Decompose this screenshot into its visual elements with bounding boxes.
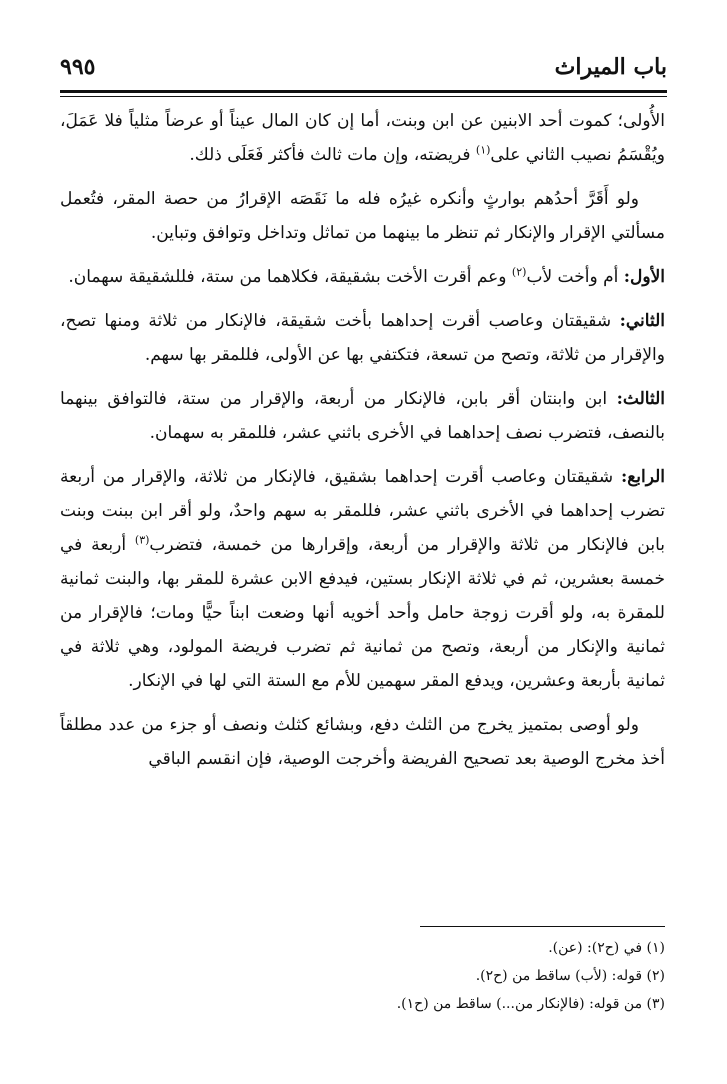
- footnote-2: (٢) قوله: (لأب) ساقط من (ح٢).: [475, 968, 665, 984]
- footnote-3: (٣) من قوله: (فالإنكار من...) ساقط من (ح١).: [396, 996, 665, 1012]
- paragraph-1-text-a: الأُولى؛ كموت أحد الابنين عن ابن وبنت، أما إن كان المال عيناً أو عرضاً مثلياً فلا عَمَلَ، ويُقْسَمُ نصيب الثاني على: [60, 111, 665, 165]
- paragraph-4-text: شقيقتان وعاصب أقرت إحداهما بأخت شقيقة، فالإنكار من ثلاثة ومنها تصح، والإقرار من ثلاثة، وتصح من تسعة، فتكتفي بها عن الأولى، فللمقر بها سهم.: [60, 311, 665, 365]
- paragraph-6-text-a: شقيقتان وعاصب أقرت إحداهما بشقيق، فالإنكار من ثلاثة، والإقرار من أربعة تضرب إحداهما في الأخرى باثني عشر، فللمقر به سهم واحدٌ، ولو أقر ابن ببنت وبنت بابن فالإنكار من ثلاثة والإقرار من أربعة، وإقرارها من خمسة، فتضرب: [60, 467, 665, 555]
- page-number: ٩٩٥: [60, 54, 96, 80]
- paragraph-1-text-b: فريضته، وإن مات ثالث فأكثر فَعَلَى ذلك.: [189, 145, 476, 165]
- paragraph-6-lead: الرابع:: [620, 467, 665, 487]
- paragraph-4: [60, 304, 665, 372]
- paragraph-1: [60, 104, 665, 172]
- header-rule-thick: [60, 90, 667, 93]
- paragraph-3-text-a: أم وأخت لأب: [526, 267, 624, 287]
- footnote-ref-2: (٢): [511, 265, 527, 279]
- paragraph-3-text-b: وعم أقرت الأخت بشقيقة، فكلاهما من ستة، فللشقيقة سهمان.: [68, 267, 512, 287]
- paragraph-6: [60, 460, 665, 698]
- paragraph-3: [60, 260, 665, 294]
- paragraph-3-lead: الأول:: [623, 267, 665, 287]
- paragraph-5-text: ابن وابنتان أقر بابن، فالإنكار من أربعة، والإقرار من ستة، فالتوافق بينهما بالنصف، فتضرب نصف إحداهما في الأخرى باثني عشر، فللمقر به سهمان.: [60, 389, 665, 443]
- paragraph-6-text-b: أربعة في خمسة بعشرين، ثم في ثلاثة الإنكار بستين، فيدفع الابن عشرة للمقر بها، والبنت ثمانية للمقرة به، ولو أقرت زوجة حامل وأحد أخويه أنها وضعت ابناً حيًّا ومات؛ فالإقرار من ثمانية والإنكار من أربعة، وتصح من ثمانية ثم تضرب فريضة المولود، وهي ثلاثة في ثمانية بأربعة وعشرين، ويدفع المقر سهمين للأم مع الستة التي لها في الإنكار.: [60, 535, 665, 691]
- paragraph-7: ولو أوصى بمتميز يخرج من الثلث دفع، وبشائع كثلث ونصف أو جزء من عدد مطلقاً أخذ مخرج الوصية بعد تصحيح الفريضة وأخرجت الوصية، فإن انقسم الباقي: [60, 715, 665, 769]
- footnote-ref-3: (٣): [134, 533, 150, 547]
- paragraph-5-lead: الثالث:: [616, 389, 665, 409]
- footnote-separator: [420, 926, 665, 927]
- paragraph-4-lead: الثاني:: [619, 311, 665, 331]
- chapter-title: باب الميراث: [554, 54, 667, 80]
- footnotes: [60, 934, 665, 1018]
- running-header: [60, 52, 667, 88]
- paragraph-2: ولو أَقَرَّ أحدُهم بوارثٍ وأنكره غيرُه فله ما نَقَصَه الإقرارُ من حصة المقر، فتُعمل مسألتي الإقرار والإنكار ثم تنظر ما بينهما من تماثل وتداخل وتوافق وتباين.: [60, 189, 665, 243]
- main-text: [60, 104, 665, 786]
- footnote-1: (١) في (ح٢): (عن).: [548, 940, 665, 956]
- paragraph-5: [60, 382, 665, 450]
- header-rule-thin: [60, 96, 667, 97]
- footnote-ref-1: (١): [475, 143, 491, 157]
